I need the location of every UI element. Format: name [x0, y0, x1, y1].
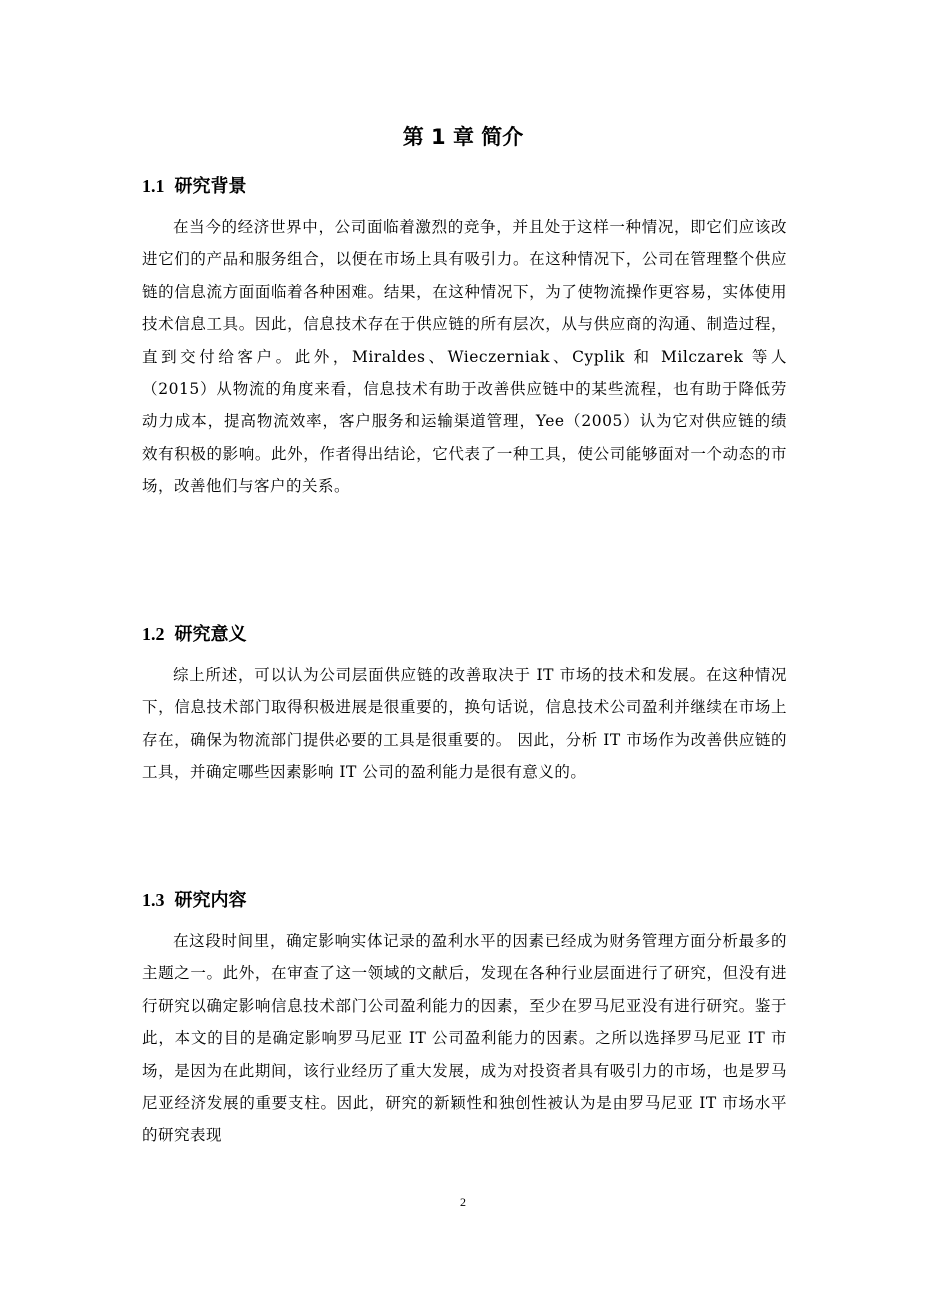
section-paragraph-significance: 综上所述，可以认为公司层面供应链的改善取决于 IT 市场的技术和发展。在这种情况下，信息技术部门取得积极进展是很重要的，换句话说，信息技术公司盈利并继续在市场上存在，确保为物流部门提供必要的工具是很重要的。 因此，分析 IT 市场作为改善供应链的工具，并确定哪些因素影响 IT 公司的盈利能力是很有意义的。: [142, 666, 787, 782]
section-title: 研究背景: [174, 176, 247, 197]
section-heading-content: [142, 887, 247, 914]
section-number: 1.1: [142, 176, 165, 196]
page-number: 2: [460, 1195, 466, 1209]
section-number: 1.2: [142, 624, 165, 644]
chapter-title: 第 1 章 简介: [402, 125, 524, 149]
section-title: 研究内容: [174, 890, 247, 911]
section-heading-background: [142, 173, 247, 200]
section-heading-significance: [142, 621, 247, 648]
section-paragraph-content: 在这段时间里，确定影响实体记录的盈利水平的因素已经成为财务管理方面分析最多的主题之一。此外，在审查了这一领域的文献后，发现在各种行业层面进行了研究，但没有进行研究以确定影响信息技术部门公司盈利能力的因素，至少在罗马尼亚没有进行研究。鉴于此，本文的目的是确定影响罗马尼亚 IT 公司盈利能力的因素。之所以选择罗马尼亚 IT 市场，是因为在此期间，该行业经历了重大发展，成为对投资者具有吸引力的市场，也是罗马尼亚经济发展的重要支柱。因此，研究的新颖性和独创性被认为是由罗马尼亚 IT 市场水平的研究表现: [142, 932, 787, 1145]
section-title: 研究意义: [174, 624, 247, 645]
section-number: 1.3: [142, 890, 165, 910]
section-paragraph-background: 在当今的经济世界中，公司面临着激烈的竞争，并且处于这样一种情况，即它们应该改进它们的产品和服务组合，以便在市场上具有吸引力。在这种情况下，公司在管理整个供应链的信息流方面面临着各种困难。结果，在这种情况下，为了使物流操作更容易，实体使用技术信息工具。因此，信息技术存在于供应链的所有层次，从与供应商的沟通、制造过程，直到交付给客户。此外，Miraldes、Wieczerniak、Cyplik 和 Milczarek 等人（2015）从物流的角度来看，信息技术有助于改善供应链中的某些流程，也有助于降低劳动力成本，提高物流效率，客户服务和运输渠道管理，Yee（2005）认为它对供应链的绩效有积极的影响。此外，作者得出结论，它代表了一种工具，使公司能够面对一个动态的市场，改善他们与客户的关系。: [142, 218, 787, 496]
